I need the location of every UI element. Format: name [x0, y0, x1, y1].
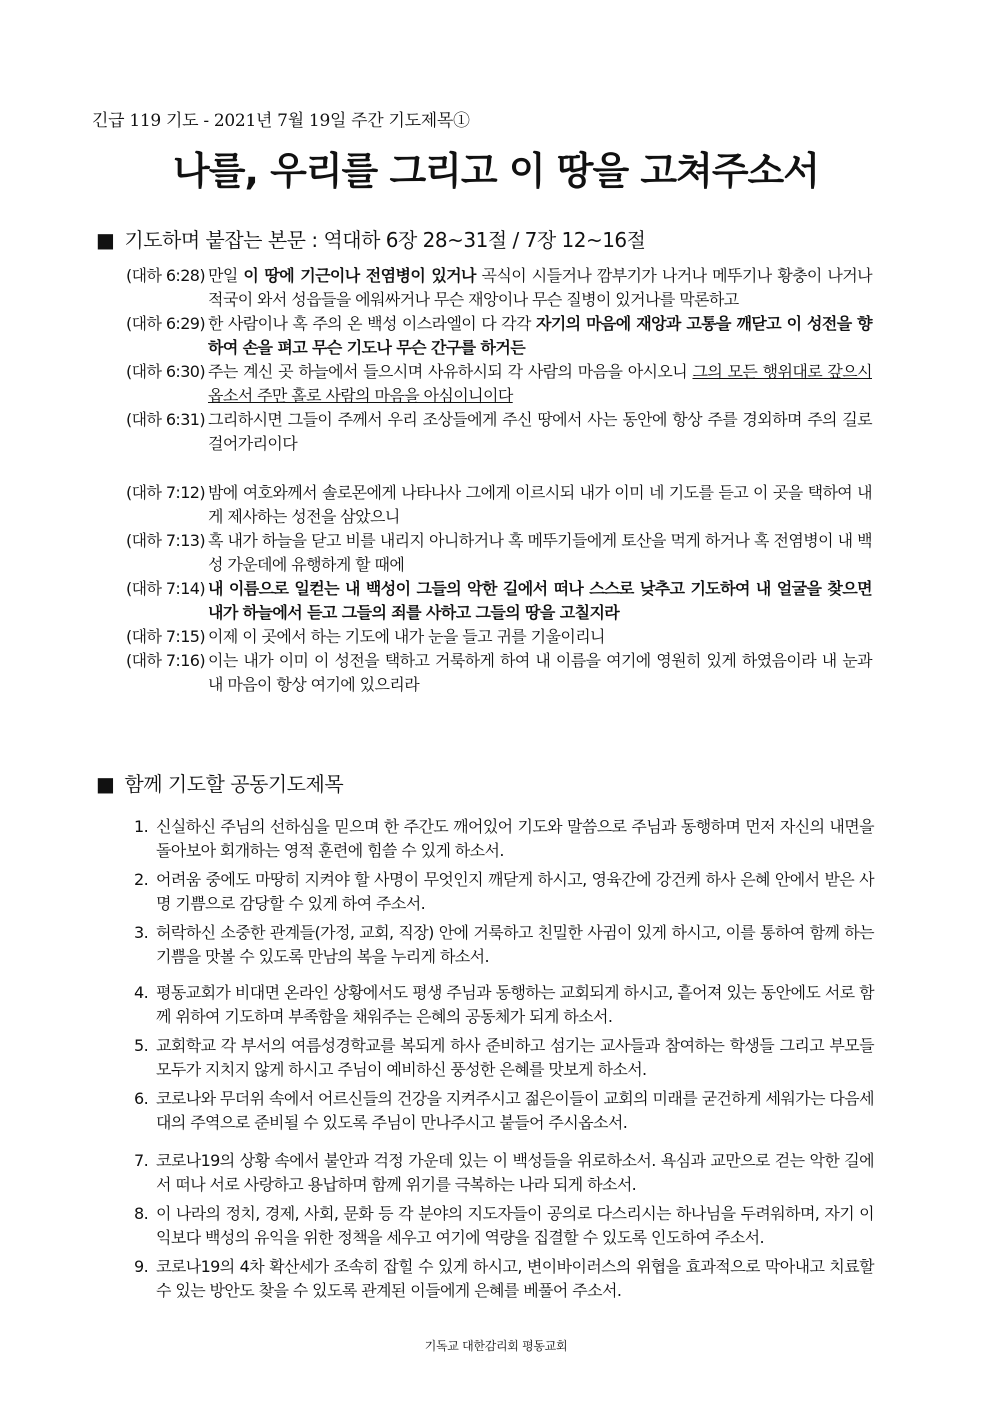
prayer-item	[134, 981, 874, 1029]
prayer-number: 7.	[134, 1151, 149, 1170]
verse-list	[126, 264, 872, 697]
page-title: 나를, 우리를 그리고 이 땅을 고쳐주소서	[173, 149, 819, 193]
verse-item	[126, 481, 872, 529]
prayer-text: 코로나19의 상황 속에서 불안과 걱정 가운데 있는 이 백성들을 위로하소서. 욕심과 교만으로 걷는 악한 길에서 떠나 서로 사랑하고 용납하며 함께 위기를 극복하는 나라 되게 하소서.	[156, 1151, 874, 1194]
verse-item	[126, 264, 872, 312]
prayer-text: 어려움 중에도 마땅히 지켜야 할 사명이 무엇인지 깨닫게 하시고, 영육간에 강건케 하사 은혜 안에서 받은 사명 기쁨으로 감당할 수 있게 하여 주소서.	[156, 870, 874, 913]
scripture-heading-text: 기도하며 붙잡는 본문 : 역대하 6장 28~31절 / 7장 12~16절	[124, 228, 646, 252]
verse-item	[126, 360, 872, 408]
prayer-item	[134, 1202, 874, 1250]
prayer-text: 교회학교 각 부서의 여름성경학교를 복되게 하사 준비하고 섬기는 교사들과 참여하는 학생들 그리고 부모들 모두가 지치지 않게 하시고 주님이 예비하신 풍성한 은혜를 맛보게 하소서.	[156, 1036, 874, 1079]
square-bullet-icon: ■	[96, 772, 115, 796]
verse-text: 만일 이 땅에 기근이나 전염병이 있거나 곡식이 시들거나 깜부기가 나거나 메뚜기나 황충이 나거나 적국이 와서 성읍들을 에워싸거나 무슨 재앙이나 무슨 질병이 있거나를 막론하고	[208, 266, 873, 309]
verse-text: 이제 이 곳에서 하는 기도에 내가 눈을 들고 귀를 기울이리니	[208, 627, 605, 646]
verse-text: 그리하시면 그들이 주께서 우리 조상들에게 주신 땅에서 사는 동안에 항상 주를 경외하며 주의 길로 걸어가리이다	[208, 410, 872, 453]
prayer-item	[134, 1149, 874, 1197]
verse-item	[126, 312, 872, 360]
scripture-heading	[96, 224, 645, 253]
prayer-list	[134, 815, 874, 1303]
verse-ref: (대하 7:16)	[126, 651, 206, 670]
prayer-text: 평동교회가 비대면 온라인 상황에서도 평생 주님과 동행하는 교회되게 하시고, 흩어져 있는 동안에도 서로 함께 위하여 기도하며 부족함을 채워주는 은혜의 공동체가 되게 하소서.	[156, 983, 874, 1026]
prayer-item	[134, 1087, 874, 1135]
verse-item	[126, 529, 872, 577]
prayer-item	[134, 868, 874, 916]
prayers-heading-text: 함께 기도할 공동기도제목	[124, 772, 344, 796]
prayer-text: 허락하신 소중한 관계들(가정, 교회, 직장) 안에 거룩하고 친밀한 사귐이 있게 하시고, 이를 통하여 함께 하는 기쁨을 맛볼 수 있도록 만남의 복을 누리게 하소서.	[156, 923, 874, 966]
verse-item	[126, 649, 872, 697]
prayer-number: 2.	[134, 870, 149, 889]
verse-ref: (대하 7:14)	[126, 579, 206, 598]
verse-item	[126, 408, 872, 456]
verse-item	[126, 625, 872, 649]
verse-text: 밤에 여호와께서 솔로몬에게 나타나사 그에게 이르시되 내가 이미 네 기도를 듣고 이 곳을 택하여 내게 제사하는 성전을 삼았으니	[208, 483, 872, 526]
prayer-item	[134, 1255, 874, 1303]
header-subtitle: 긴급 119 기도 - 2021년 7월 19일 주간 기도제목①	[92, 111, 470, 131]
prayer-number: 6.	[134, 1089, 149, 1108]
prayer-item	[134, 1034, 874, 1082]
prayer-number: 5.	[134, 1036, 149, 1055]
verse-ref: (대하 6:29)	[126, 314, 206, 333]
prayer-text: 코로나와 무더위 속에서 어르신들의 건강을 지켜주시고 젊은이들이 교회의 미래를 굳건하게 세워가는 다음세대의 주역으로 준비될 수 있도록 주님이 만나주시고 붙들어 주시옵소서.	[156, 1089, 874, 1132]
verse-text: 내 이름으로 일컫는 내 백성이 그들의 악한 길에서 떠나 스스로 낮추고 기도하여 내 얼굴을 찾으면 내가 하늘에서 듣고 그들의 죄를 사하고 그들의 땅을 고칠지라	[208, 579, 872, 622]
verse-ref: (대하 6:28)	[126, 266, 206, 285]
prayer-text: 이 나라의 정치, 경제, 사회, 문화 등 각 분야의 지도자들이 공의로 다스리시는 하나님을 두려워하며, 자기 이익보다 백성의 유익을 위한 정책을 세우고 여기에 역량을 집결할 수 있도록 인도하여 주소서.	[156, 1204, 874, 1247]
verse-ref: (대하 6:31)	[126, 410, 206, 429]
prayer-number: 3.	[134, 923, 149, 942]
prayer-number: 1.	[134, 817, 149, 836]
square-bullet-icon: ■	[96, 228, 115, 252]
footer-church-name: 기독교 대한감리회 평동교회	[424, 1339, 568, 1353]
prayer-number: 8.	[134, 1204, 149, 1223]
prayer-text: 신실하신 주님의 선하심을 믿으며 한 주간도 깨어있어 기도와 말씀으로 주님과 동행하며 먼저 자신의 내면을 돌아보아 회개하는 영적 훈련에 힘쓸 수 있게 하소서.	[156, 817, 874, 860]
prayer-number: 4.	[134, 983, 149, 1002]
verse-text: 혹 내가 하늘을 닫고 비를 내리지 아니하거나 혹 메뚜기들에게 토산을 먹게 하거나 혹 전염병이 내 백성 가운데에 유행하게 할 때에	[208, 531, 872, 574]
verse-ref: (대하 6:30)	[126, 362, 206, 381]
verse-text: 주는 계신 곳 하늘에서 들으시며 사유하시되 각 사람의 마음을 아시오니 그의 모든 행위대로 갚으시옵소서 주만 홀로 사람의 마음을 아심이니이다	[208, 362, 872, 405]
prayer-item	[134, 815, 874, 863]
verse-ref: (대하 7:13)	[126, 531, 206, 550]
verse-ref: (대하 7:12)	[126, 483, 206, 502]
verse-text: 이는 내가 이미 이 성전을 택하고 거룩하게 하여 내 이름을 여기에 영원히 있게 하였음이라 내 눈과 내 마음이 항상 여기에 있으리라	[208, 651, 872, 694]
prayer-number: 9.	[134, 1257, 149, 1276]
verse-text: 한 사람이나 혹 주의 온 백성 이스라엘이 다 각각 자기의 마음에 재앙과 고통을 깨닫고 이 성전을 향하여 손을 펴고 무슨 기도나 무슨 간구를 하거든	[208, 314, 872, 357]
verse-item	[126, 577, 872, 625]
verse-ref: (대하 7:15)	[126, 627, 206, 646]
prayer-item	[134, 921, 874, 969]
prayer-text: 코로나19의 4차 확산세가 조속히 잡힐 수 있게 하시고, 변이바이러스의 위협을 효과적으로 막아내고 치료할 수 있는 방안도 찾을 수 있도록 관계된 이들에게 은혜를 베풀어 주소서.	[156, 1257, 874, 1300]
prayers-heading	[96, 768, 343, 797]
